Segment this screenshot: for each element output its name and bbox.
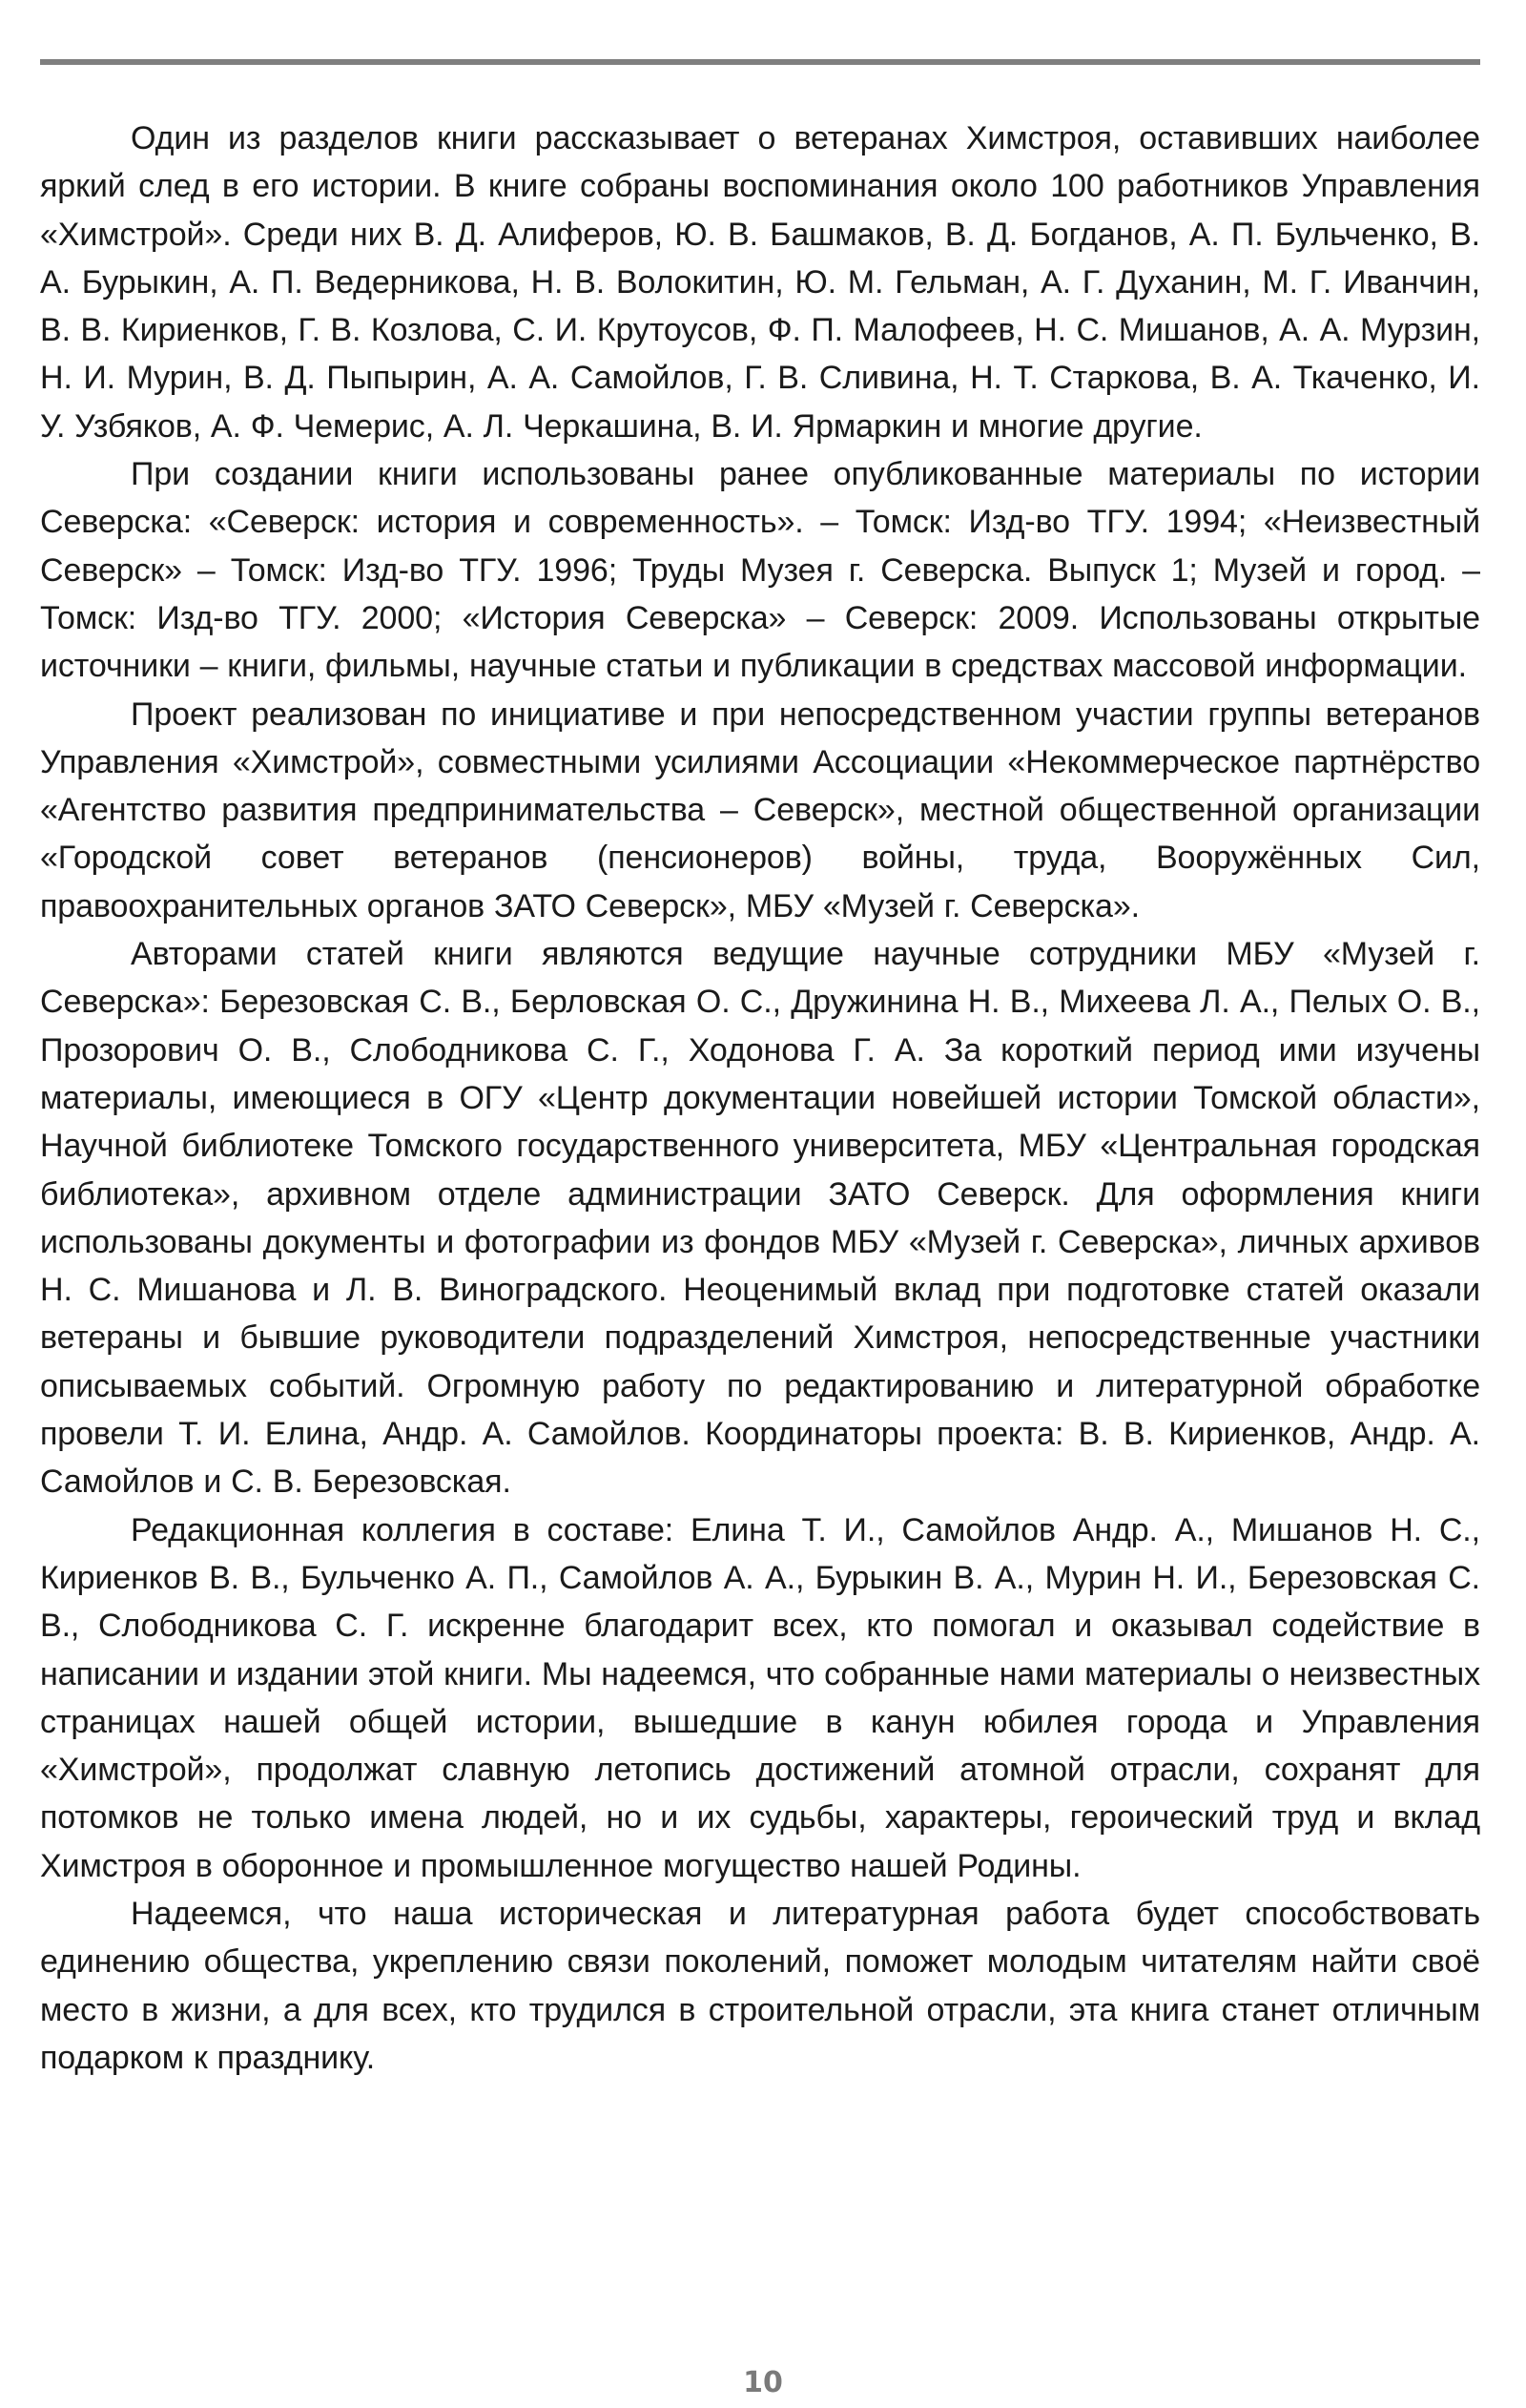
paragraph-closing: Надеемся, что наша историческая и литературная работа будет способствовать единению общества, укреплению связи поколений, поможет молодым читателям найти своё место в жизни, а для всех, кто трудился в строительной отрасли, эта книга станет отличным подарком к празднику. [40, 1895, 1480, 2076]
paragraph-sources: При создании книги использованы ранее опубликованные материалы по истории Северска: «Северск: история и современность». – Томск: Изд-во ТГУ. 1994; «Неизвестный Северск» – Томск: Изд-во ТГУ. 1996; Труды Музея г. Северска. Выпуск 1; Музей и город. – Томск: Изд-во ТГУ. 2000; «История Северска» – Северск: 2009. Использованы открытые источники – книги, фильмы, научные статьи и публикации в средствах массовой информации. [40, 456, 1480, 685]
top-rule [40, 59, 1480, 65]
paragraph-project: Проект реализован по инициативе и при непосредственном участии группы ветеранов Управления «Химстрой», совместными усилиями Ассоциации «Некоммерческое партнёрство «Агентство развития предпринимательства – Северск», местной общественной организации «Городской совет ветеранов (пенсионеров) войны, труда, Вооружённых Сил, правоохранительных органов ЗАТО Северск», МБУ «Музей г. Северска». [40, 695, 1480, 924]
paragraph-authors: Авторами статей книги являются ведущие научные сотрудники МБУ «Музей г. Северска»: Березовская С. В., Берловская О. С., Дружинина Н. В., Михеева Л. А., Пелых О. В., Прозорович О. В., Слободникова С. Г., Ходонова Г. А. За короткий период ими изучены материалы, имеющиеся в ОГУ «Центр документации новейшей истории Томской области», Научной библиотеке Томского государственного университета, МБУ «Центральная городская библиотека», архивном отделе администрации ЗАТО Северск. Для оформления книги использованы документы и фотографии из фондов МБУ «Музей г. Северска», личных архивов Н. С. Мишанова и Л. В. Виноградского. Неоценимый вклад при подготовке статей оказали ветераны и бывшие руководители подразделений Химстроя, непосредственные участники описываемых событий. Огромную работу по редактированию и литературной обработке провели Т. И. Елина, Андр. А. Самойлов. Координаторы проекта: В. В. Кириенков, Андр. А. Самойлов и С. В. Березовская. [40, 936, 1480, 1501]
page-body [40, 114, 1480, 2082]
paragraph-veterans: Один из разделов книги рассказывает о ветеранах Химстроя, оставивших наиболее яркий след в его истории. В книге собраны воспоминания около 100 работников Управления «Химстрой». Среди них В. Д. Алиферов, Ю. В. Башмаков, В. Д. Богданов, А. П. Бульченко, В. А. Бурыкин, А. П. Ведерникова, Н. В. Волокитин, Ю. М. Гельман, А. Г. Духанин, М. Г. Иванчин, В. В. Кириенков, Г. В. Козлова, С. И. Крутоусов, Ф. П. Малофеев, Н. С. Мишанов, А. А. Мурзин, Н. И. Мурин, В. Д. Пыпырин, А. А. Самойлов, Г. В. Сливина, Н. Т. Старкова, В. А. Ткаченко, И. У. Узбяков, А. Ф. Чемерис, А. Л. Черкашина, В. И. Ярмаркин и многие другие. [40, 120, 1480, 445]
page-number: 10 [743, 2366, 783, 2399]
paragraph-editorial-board: Редакционная коллегия в составе: Елина Т. И., Самойлов Андр. А., Мишанов Н. С., Кириенков В. В., Бульченко А. П., Самойлов А. А., Бурыкин В. А., Мурин Н. И., Березовская С. В., Слободникова С. Г. искренне благодарит всех, кто помогал и оказывал содействие в написании и издании этой книги. Мы надеемся, что собранные нами материалы о неизвестных страницах нашей общей истории, вышедшие в канун юбилея города и Управления «Химстрой», продолжат славную летопись достижений атомной отрасли, сохранят для потомков не только имена людей, но и их судьбы, характеры, героический труд и вклад Химстроя в оборонное и промышленное могущество нашей Родины. [40, 1511, 1480, 1884]
